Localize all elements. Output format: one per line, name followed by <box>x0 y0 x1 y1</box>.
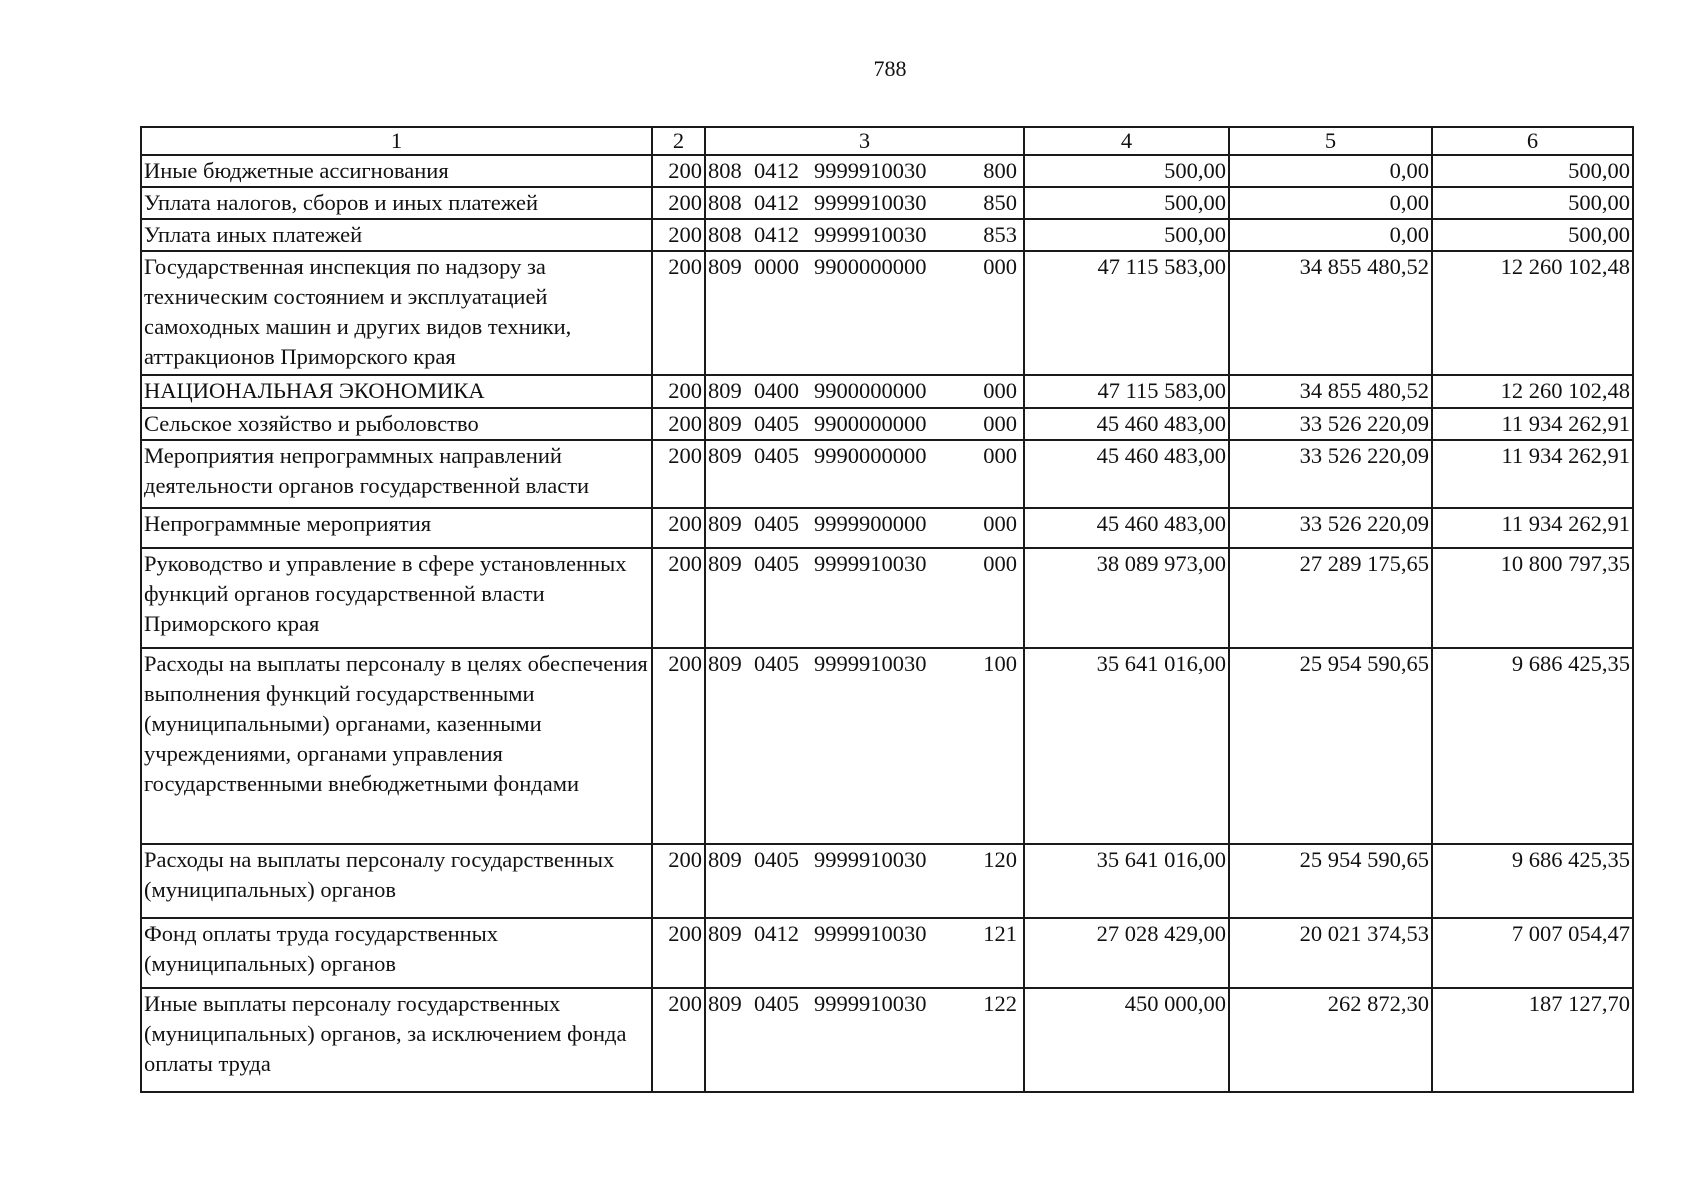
row-name: Сельское хозяйство и рыболовство <box>141 408 652 440</box>
row-value-col6: 10 800 797,35 <box>1432 548 1633 648</box>
row-value-col4: 47 115 583,00 <box>1024 375 1229 408</box>
row-value-col4: 500,00 <box>1024 187 1229 219</box>
row-classification-codes <box>705 375 1024 408</box>
expense-type-code: 800 <box>983 158 1017 183</box>
row-code-col2: 200 <box>652 988 705 1092</box>
row-value-col6: 9 686 425,35 <box>1432 648 1633 844</box>
row-value-col6: 187 127,70 <box>1432 988 1633 1092</box>
row-value-col6: 11 934 262,91 <box>1432 408 1633 440</box>
row-code-col2: 200 <box>652 155 705 187</box>
target-code: 9900000000 <box>814 411 927 436</box>
row-value-col5: 33 526 220,09 <box>1229 408 1432 440</box>
table-row <box>141 988 1633 1092</box>
section-code: 0405 <box>754 847 799 872</box>
row-classification-codes <box>705 988 1024 1092</box>
row-classification-codes <box>705 155 1024 187</box>
expense-type-code: 122 <box>983 991 1017 1016</box>
section-code: 0400 <box>754 378 799 403</box>
admin-code: 808 <box>708 158 742 183</box>
table-row <box>141 375 1633 408</box>
row-name: Расходы на выплаты персоналу в целях обеспечения выполнения функций государственными (муниципальными) органами, казенными учреждениями, органами управления государственными внебюджетными фондами <box>141 648 652 844</box>
row-value-col4: 35 641 016,00 <box>1024 844 1229 918</box>
row-classification-codes <box>705 440 1024 508</box>
target-code: 9999910030 <box>814 551 927 576</box>
row-code-col2: 200 <box>652 508 705 548</box>
table-row <box>141 844 1633 918</box>
row-value-col6: 9 686 425,35 <box>1432 844 1633 918</box>
section-code: 0412 <box>754 222 799 247</box>
section-code: 0405 <box>754 511 799 536</box>
row-name: Непрограммные мероприятия <box>141 508 652 548</box>
row-code-col2: 200 <box>652 548 705 648</box>
row-value-col5: 0,00 <box>1229 187 1432 219</box>
section-code: 0405 <box>754 411 799 436</box>
section-code: 0412 <box>754 190 799 215</box>
admin-code: 809 <box>708 551 742 576</box>
row-value-col4: 38 089 973,00 <box>1024 548 1229 648</box>
row-classification-codes <box>705 508 1024 548</box>
admin-code: 808 <box>708 190 742 215</box>
expense-type-code: 000 <box>983 511 1017 536</box>
admin-code: 809 <box>708 991 742 1016</box>
table-row <box>141 648 1633 844</box>
expense-type-code: 850 <box>983 190 1017 215</box>
row-value-col4: 500,00 <box>1024 155 1229 187</box>
target-code: 9999910030 <box>814 921 927 946</box>
section-code: 0412 <box>754 921 799 946</box>
row-name: Фонд оплаты труда государственных (муниципальных) органов <box>141 918 652 988</box>
row-name: Мероприятия непрограммных направлений деятельности органов государственной власти <box>141 440 652 508</box>
row-value-col5: 20 021 374,53 <box>1229 918 1432 988</box>
row-classification-codes <box>705 648 1024 844</box>
row-value-col5: 27 289 175,65 <box>1229 548 1432 648</box>
row-value-col5: 34 855 480,52 <box>1229 251 1432 375</box>
row-name: Руководство и управление в сфере установленных функций органов государственной власти Приморского края <box>141 548 652 648</box>
row-code-col2: 200 <box>652 219 705 251</box>
row-classification-codes <box>705 844 1024 918</box>
row-value-col5: 262 872,30 <box>1229 988 1432 1092</box>
table-row <box>141 408 1633 440</box>
table-row <box>141 918 1633 988</box>
row-value-col6: 11 934 262,91 <box>1432 508 1633 548</box>
row-value-col4: 500,00 <box>1024 219 1229 251</box>
target-code: 9999900000 <box>814 511 927 536</box>
row-value-col5: 33 526 220,09 <box>1229 440 1432 508</box>
row-value-col4: 35 641 016,00 <box>1024 648 1229 844</box>
target-code: 9990000000 <box>814 443 927 468</box>
expense-type-code: 000 <box>983 411 1017 436</box>
admin-code: 809 <box>708 847 742 872</box>
row-name: Иные выплаты персоналу государственных (муниципальных) органов, за исключением фонда оплаты труда <box>141 988 652 1092</box>
target-code: 9999910030 <box>814 190 927 215</box>
expense-type-code: 000 <box>983 551 1017 576</box>
row-name: Расходы на выплаты персоналу государственных (муниципальных) органов <box>141 844 652 918</box>
row-value-col4: 45 460 483,00 <box>1024 508 1229 548</box>
row-classification-codes <box>705 187 1024 219</box>
section-code: 0000 <box>754 254 799 279</box>
target-code: 9999910030 <box>814 847 927 872</box>
column-header-5: 5 <box>1229 127 1432 155</box>
row-code-col2: 200 <box>652 375 705 408</box>
table-row <box>141 155 1633 187</box>
column-header-6: 6 <box>1432 127 1633 155</box>
target-code: 9999910030 <box>814 651 927 676</box>
row-classification-codes <box>705 408 1024 440</box>
page-number: 788 <box>873 56 907 81</box>
row-value-col4: 450 000,00 <box>1024 988 1229 1092</box>
expense-type-code: 000 <box>983 378 1017 403</box>
admin-code: 809 <box>708 254 742 279</box>
section-code: 0412 <box>754 158 799 183</box>
expense-type-code: 121 <box>983 921 1017 946</box>
budget-table <box>140 126 1634 1093</box>
expense-type-code: 000 <box>983 443 1017 468</box>
row-value-col5: 25 954 590,65 <box>1229 844 1432 918</box>
row-value-col4: 45 460 483,00 <box>1024 408 1229 440</box>
row-code-col2: 200 <box>652 440 705 508</box>
row-value-col5: 0,00 <box>1229 219 1432 251</box>
row-code-col2: 200 <box>652 251 705 375</box>
row-value-col4: 45 460 483,00 <box>1024 440 1229 508</box>
admin-code: 809 <box>708 378 742 403</box>
row-name: НАЦИОНАЛЬНАЯ ЭКОНОМИКА <box>141 375 652 408</box>
row-value-col6: 500,00 <box>1432 219 1633 251</box>
column-header-3: 3 <box>705 127 1024 155</box>
target-code: 9900000000 <box>814 254 927 279</box>
row-value-col5: 33 526 220,09 <box>1229 508 1432 548</box>
expense-type-code: 853 <box>983 222 1017 247</box>
row-value-col6: 500,00 <box>1432 155 1633 187</box>
row-classification-codes <box>705 219 1024 251</box>
admin-code: 809 <box>708 443 742 468</box>
admin-code: 809 <box>708 921 742 946</box>
expense-type-code: 120 <box>983 847 1017 872</box>
row-code-col2: 200 <box>652 187 705 219</box>
table-row <box>141 440 1633 508</box>
row-value-col4: 27 028 429,00 <box>1024 918 1229 988</box>
section-code: 0405 <box>754 443 799 468</box>
row-code-col2: 200 <box>652 648 705 844</box>
expense-type-code: 000 <box>983 254 1017 279</box>
row-classification-codes <box>705 918 1024 988</box>
table-row <box>141 251 1633 375</box>
row-name: Государственная инспекция по надзору за техническим состоянием и эксплуатацией самоходных машин и других видов техники, аттракционов Приморского края <box>141 251 652 375</box>
section-code: 0405 <box>754 991 799 1016</box>
section-code: 0405 <box>754 651 799 676</box>
row-code-col2: 200 <box>652 844 705 918</box>
expense-type-code: 100 <box>983 651 1017 676</box>
table-row <box>141 548 1633 648</box>
column-header-1: 1 <box>141 127 652 155</box>
column-header-4: 4 <box>1024 127 1229 155</box>
row-name: Уплата иных платежей <box>141 219 652 251</box>
admin-code: 809 <box>708 411 742 436</box>
table-row <box>141 187 1633 219</box>
table-row <box>141 508 1633 548</box>
section-code: 0405 <box>754 551 799 576</box>
row-value-col5: 34 855 480,52 <box>1229 375 1432 408</box>
row-value-col6: 11 934 262,91 <box>1432 440 1633 508</box>
row-value-col4: 47 115 583,00 <box>1024 251 1229 375</box>
column-header-2: 2 <box>652 127 705 155</box>
row-value-col5: 25 954 590,65 <box>1229 648 1432 844</box>
target-code: 9999910030 <box>814 991 927 1016</box>
table-row <box>141 219 1633 251</box>
row-value-col6: 12 260 102,48 <box>1432 251 1633 375</box>
admin-code: 809 <box>708 651 742 676</box>
row-value-col6: 500,00 <box>1432 187 1633 219</box>
target-code: 9999910030 <box>814 158 927 183</box>
row-classification-codes <box>705 548 1024 648</box>
row-value-col6: 12 260 102,48 <box>1432 375 1633 408</box>
target-code: 9999910030 <box>814 222 927 247</box>
row-code-col2: 200 <box>652 918 705 988</box>
row-classification-codes <box>705 251 1024 375</box>
row-value-col6: 7 007 054,47 <box>1432 918 1633 988</box>
row-name: Иные бюджетные ассигнования <box>141 155 652 187</box>
table-header-row <box>141 127 1633 155</box>
row-name: Уплата налогов, сборов и иных платежей <box>141 187 652 219</box>
row-value-col5: 0,00 <box>1229 155 1432 187</box>
target-code: 9900000000 <box>814 378 927 403</box>
row-code-col2: 200 <box>652 408 705 440</box>
admin-code: 808 <box>708 222 742 247</box>
admin-code: 809 <box>708 511 742 536</box>
